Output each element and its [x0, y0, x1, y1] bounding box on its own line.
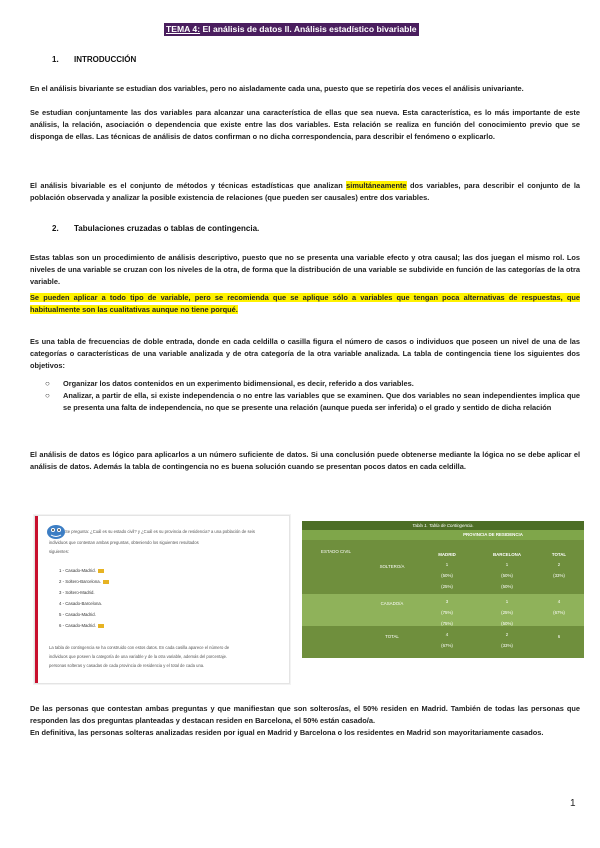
- table-cell: 6: [557, 634, 561, 639]
- table-cell: 2: [505, 632, 509, 637]
- table-cell: 1: [505, 599, 509, 604]
- table-cell: 3: [445, 599, 449, 604]
- table-cell: (50%): [501, 573, 513, 578]
- circle-bullet-icon: ○: [45, 391, 50, 400]
- highlighted-recommendation: Se pueden aplicar a todo tipo de variable, pero se recomienda que se aplique sólo a variables que tengan poca alternativas de respuestas, que habitualmente son las cualitativas aunque no tiene porqué.: [30, 293, 580, 314]
- table-row-variable: ESTADO CIVIL: [321, 549, 351, 554]
- table-cell: 1: [445, 562, 449, 567]
- section-2-paragraph-5: De las personas que contestan ambas preguntas y que manifiestan que son solteros/as, el 50% residen en Madrid. También de todas las personas que responden las dos preguntas planteadas y destacan residen en Barcelona, el 50% están casado/a.: [30, 704, 580, 725]
- objective-text: Organizar los datos contenidos en un experimento bidimensional, es decir, referido a dos variables.: [63, 379, 414, 388]
- section-2-paragraph-6: En definitiva, las personas solteras analizadas residen por igual en Madrid y Barcelona o los residentes en Madrid son mayoritariamente casados.: [30, 728, 544, 737]
- figure-intro-line-1: Se pregunta: ¿Cuál es su estado civil? y ¿Cuál es su provincia de residencia? a una población de seis: [65, 529, 255, 534]
- section-2-title: Tabulaciones cruzadas o tablas de contingencia.: [74, 224, 260, 233]
- table-row-label: SOLTERO/A: [379, 564, 405, 569]
- section-2-paragraph-4: El análisis de datos es lógico para aplicarlos a un número suficiente de datos. Si una conclusión puede obtenerse mediante la lógica no se debe aplicar el análisis de datos. Además la tabla de contingencia no es buena solución cuando se presentan pocos datos en cada celdilla.: [30, 450, 580, 471]
- table-column-group-header: PROVINCIA DE RESIDENCIA: [463, 532, 523, 537]
- figure-intro-line-2: individuos que contestan ambas preguntas, obteniendo los siguientes resultados: [49, 540, 199, 545]
- table-cell: (33%): [501, 643, 513, 648]
- circle-bullet-icon: ○: [45, 379, 50, 388]
- example-figure: [34, 515, 290, 684]
- highlight-mark-icon: [98, 569, 104, 573]
- figure-item: 6 - Casado-Madrid.: [59, 623, 104, 628]
- table-cell: (67%): [441, 643, 453, 648]
- section-2-heading: [52, 224, 259, 233]
- figure-accent-bar: [35, 516, 38, 683]
- section-2-paragraph-1: Estas tablas son un procedimiento de análisis descriptivo, puesto que no se presenta una variable efecto y otra causal; las dos juegan el mismo rol. Los niveles de una variable se cruzan con los niveles de la otra, de forma que la distribución de una variable se subdivide en función de las categorías de la otra variable.: [30, 253, 580, 286]
- section-2-number: 2.: [52, 224, 59, 233]
- objective-text: Analizar, a partir de ella, si existe independencia o no entre las variables que se examinen. Que dos variables no sean independientes implica que se presenta una falta de independencia, no que se presente una relación (aunque pueda ser inferida) o el grado y sentido de dicha relación: [63, 391, 580, 412]
- section-1-paragraph-2: Se estudian conjuntamente las dos variables para alcanzar una característica de ellas que sea nueva. Esta característica, es lo más importante de este análisis, la relación, asociación o dependencia que existe entre las dos variables. Esta relación se realiza en función del conocimiento previo que se disponga de ellas. Las técnicas de análisis de datos confirman o no dicha correspondencia, para describir el fenómeno o explicarlo.: [30, 108, 580, 141]
- figure-item: 1 - Casado-Madrid.: [59, 568, 104, 573]
- table-cell: 4: [557, 599, 561, 604]
- objective-item: [45, 378, 580, 390]
- figure-note-line-2: individuos que poseen la categoría de una variable y de la otra variable, además del porcentaje.: [49, 654, 228, 659]
- title-prefix: TEMA 4:: [166, 24, 201, 34]
- section-1-heading: [52, 55, 136, 64]
- objective-item: [45, 390, 580, 414]
- section-1-title: INTRODUCCIÓN: [74, 55, 137, 64]
- table-cell: (25%): [501, 610, 513, 615]
- section-1-number: 1.: [52, 55, 59, 64]
- table-cell: (75%): [441, 610, 453, 615]
- objectives-list: [45, 378, 580, 414]
- table-cell: (50%): [501, 621, 513, 626]
- highlight-simultaneamente: simultáneamente: [346, 181, 407, 190]
- table-cell: (67%): [553, 610, 565, 615]
- table-col-header: MADRID: [438, 552, 456, 557]
- table-row-label: CASADO/A: [380, 601, 404, 606]
- section-1-paragraph-1: En el análisis bivariante se estudian dos variables, pero no aisladamente cada una, puesto que se repetiría dos veces el análisis univariante.: [30, 84, 524, 93]
- p3-after: dos variables, para describir el conjunto de la población observada y analizar la posible existencia de relaciones (que pueden ser causales) entre dos variables.: [30, 181, 580, 202]
- cartoon-logo-icon: [45, 522, 67, 540]
- section-1-paragraph-3: [30, 180, 580, 204]
- figure-item: 3 - Soltero-Madrid.: [59, 590, 95, 595]
- document-title: [164, 23, 419, 36]
- table-cell: (75%): [441, 621, 453, 626]
- figure-note-line-1: La tabla de contingencia se ha construido con estos datos. En cada casilla aparece el número de: [49, 645, 230, 650]
- table-cell: 2: [557, 562, 561, 567]
- highlight-mark-icon: [103, 580, 109, 584]
- table-cell: (50%): [441, 573, 453, 578]
- section-2-paragraph-3: Es una tabla de frecuencias de doble entrada, donde en cada celdilla o casilla figura el número de casos o individuos que poseen un nivel de una de las categorías o características de una variable analizada y de otra categoría de la otra variable analizada. La tabla de contingencia tiene los siguientes dos objetivos:: [30, 337, 580, 370]
- title-text: El análisis de datos II. Análisis estadístico bivariable: [200, 24, 417, 34]
- table-cell: (25%): [441, 584, 453, 589]
- figure-item: 2 - Soltero-Barcelona.: [59, 579, 109, 584]
- table-cell: 1: [505, 562, 509, 567]
- page-number: 1: [570, 798, 576, 809]
- section-2-paragraph-highlight: [30, 292, 580, 316]
- table-cell: (33%): [553, 573, 565, 578]
- table-cell: 4: [445, 632, 449, 637]
- table-caption: Tabla 1. Tabla de Contingencia.: [412, 523, 474, 528]
- table-cell: (50%): [501, 584, 513, 589]
- table-col-header: BARCELONA: [492, 552, 522, 557]
- p3-before: El análisis bivariable es el conjunto de métodos y técnicas estadísticas que analizan: [30, 181, 347, 190]
- figure-item: 5 - Casado-Madrid.: [59, 612, 96, 617]
- highlight-mark-icon: [98, 624, 104, 628]
- table-col-header: TOTAL: [551, 552, 567, 557]
- table-row-label: TOTAL: [385, 634, 399, 639]
- figure-intro-line-3: siguientes:: [49, 549, 70, 554]
- figure-item: 4 - Casado-Barcelona.: [59, 601, 102, 606]
- figure-note-line-3: personas solteras y casadas de cada provincia de residencia y el total de cada una.: [49, 663, 205, 668]
- contingency-table: [302, 521, 584, 658]
